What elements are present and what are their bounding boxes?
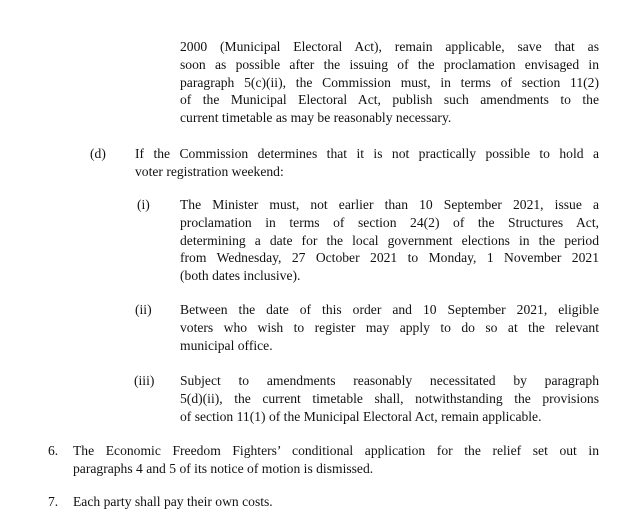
text-line: The Minister must, not earlier than 10 September 2021, issue a bbox=[180, 197, 599, 212]
subparagraph-ii bbox=[180, 301, 599, 354]
subparagraph-label-ii: (ii) bbox=[135, 302, 152, 317]
text-line: If the Commission determines that it is not practically possible to hold a bbox=[135, 146, 599, 161]
paragraph-label-d: (d) bbox=[90, 146, 106, 161]
text-line: (both dates inclusive). bbox=[180, 268, 301, 284]
text-line: determining a date for the local government elections in the period bbox=[180, 232, 599, 248]
text-line: of section 11(1) of the Municipal Electoral Act, remain applicable. bbox=[180, 408, 542, 424]
text-line: Subject to amendments reasonably necessitated by paragraph bbox=[180, 373, 599, 388]
text-line: 5(d)(ii), the current timetable shall, notwithstanding the provisions bbox=[180, 390, 599, 406]
subparagraph-i bbox=[180, 196, 599, 285]
paragraph-6 bbox=[73, 442, 599, 478]
paragraph-label-7: 7. bbox=[48, 494, 59, 509]
paragraph-d bbox=[135, 145, 599, 181]
text-line: Each party shall pay their own costs. bbox=[73, 494, 273, 509]
paragraph-7 bbox=[73, 493, 599, 511]
subparagraph-label-i: (i) bbox=[137, 197, 150, 212]
text-line: 2000 (Municipal Electoral Act), remain applicable, save that as bbox=[180, 39, 599, 54]
continuation-paragraph bbox=[180, 38, 599, 127]
text-line: proclamation in terms of section 24(2) of the Structures Act, bbox=[180, 214, 599, 230]
text-line: The Economic Freedom Fighters’ conditional application for the relief set out in bbox=[73, 443, 599, 458]
text-line: Between the date of this order and 10 September 2021, eligible bbox=[180, 302, 599, 317]
text-line: voters who wish to register may apply to do so at the relevant bbox=[180, 319, 599, 335]
text-line: current timetable as may be reasonably necessary. bbox=[180, 110, 452, 126]
paragraph-label-6: 6. bbox=[48, 443, 59, 458]
text-line: paragraphs 4 and 5 of its notice of motion is dismissed. bbox=[73, 460, 374, 476]
text-line: municipal office. bbox=[180, 337, 273, 353]
text-line: soon as possible after the issuing of the proclamation envisaged in bbox=[180, 56, 599, 72]
subparagraph-label-iii: (iii) bbox=[134, 373, 155, 388]
text-line: paragraph 5(c)(ii), the Commission must, in terms of section 11(2) bbox=[180, 74, 599, 90]
text-line: of the Municipal Electoral Act, publish such amendments to the bbox=[180, 92, 599, 108]
subparagraph-iii bbox=[180, 372, 599, 425]
text-line: from Wednesday, 27 October 2021 to Monday, 1 November 2021 bbox=[180, 250, 599, 266]
text-line: voter registration weekend: bbox=[135, 163, 284, 179]
